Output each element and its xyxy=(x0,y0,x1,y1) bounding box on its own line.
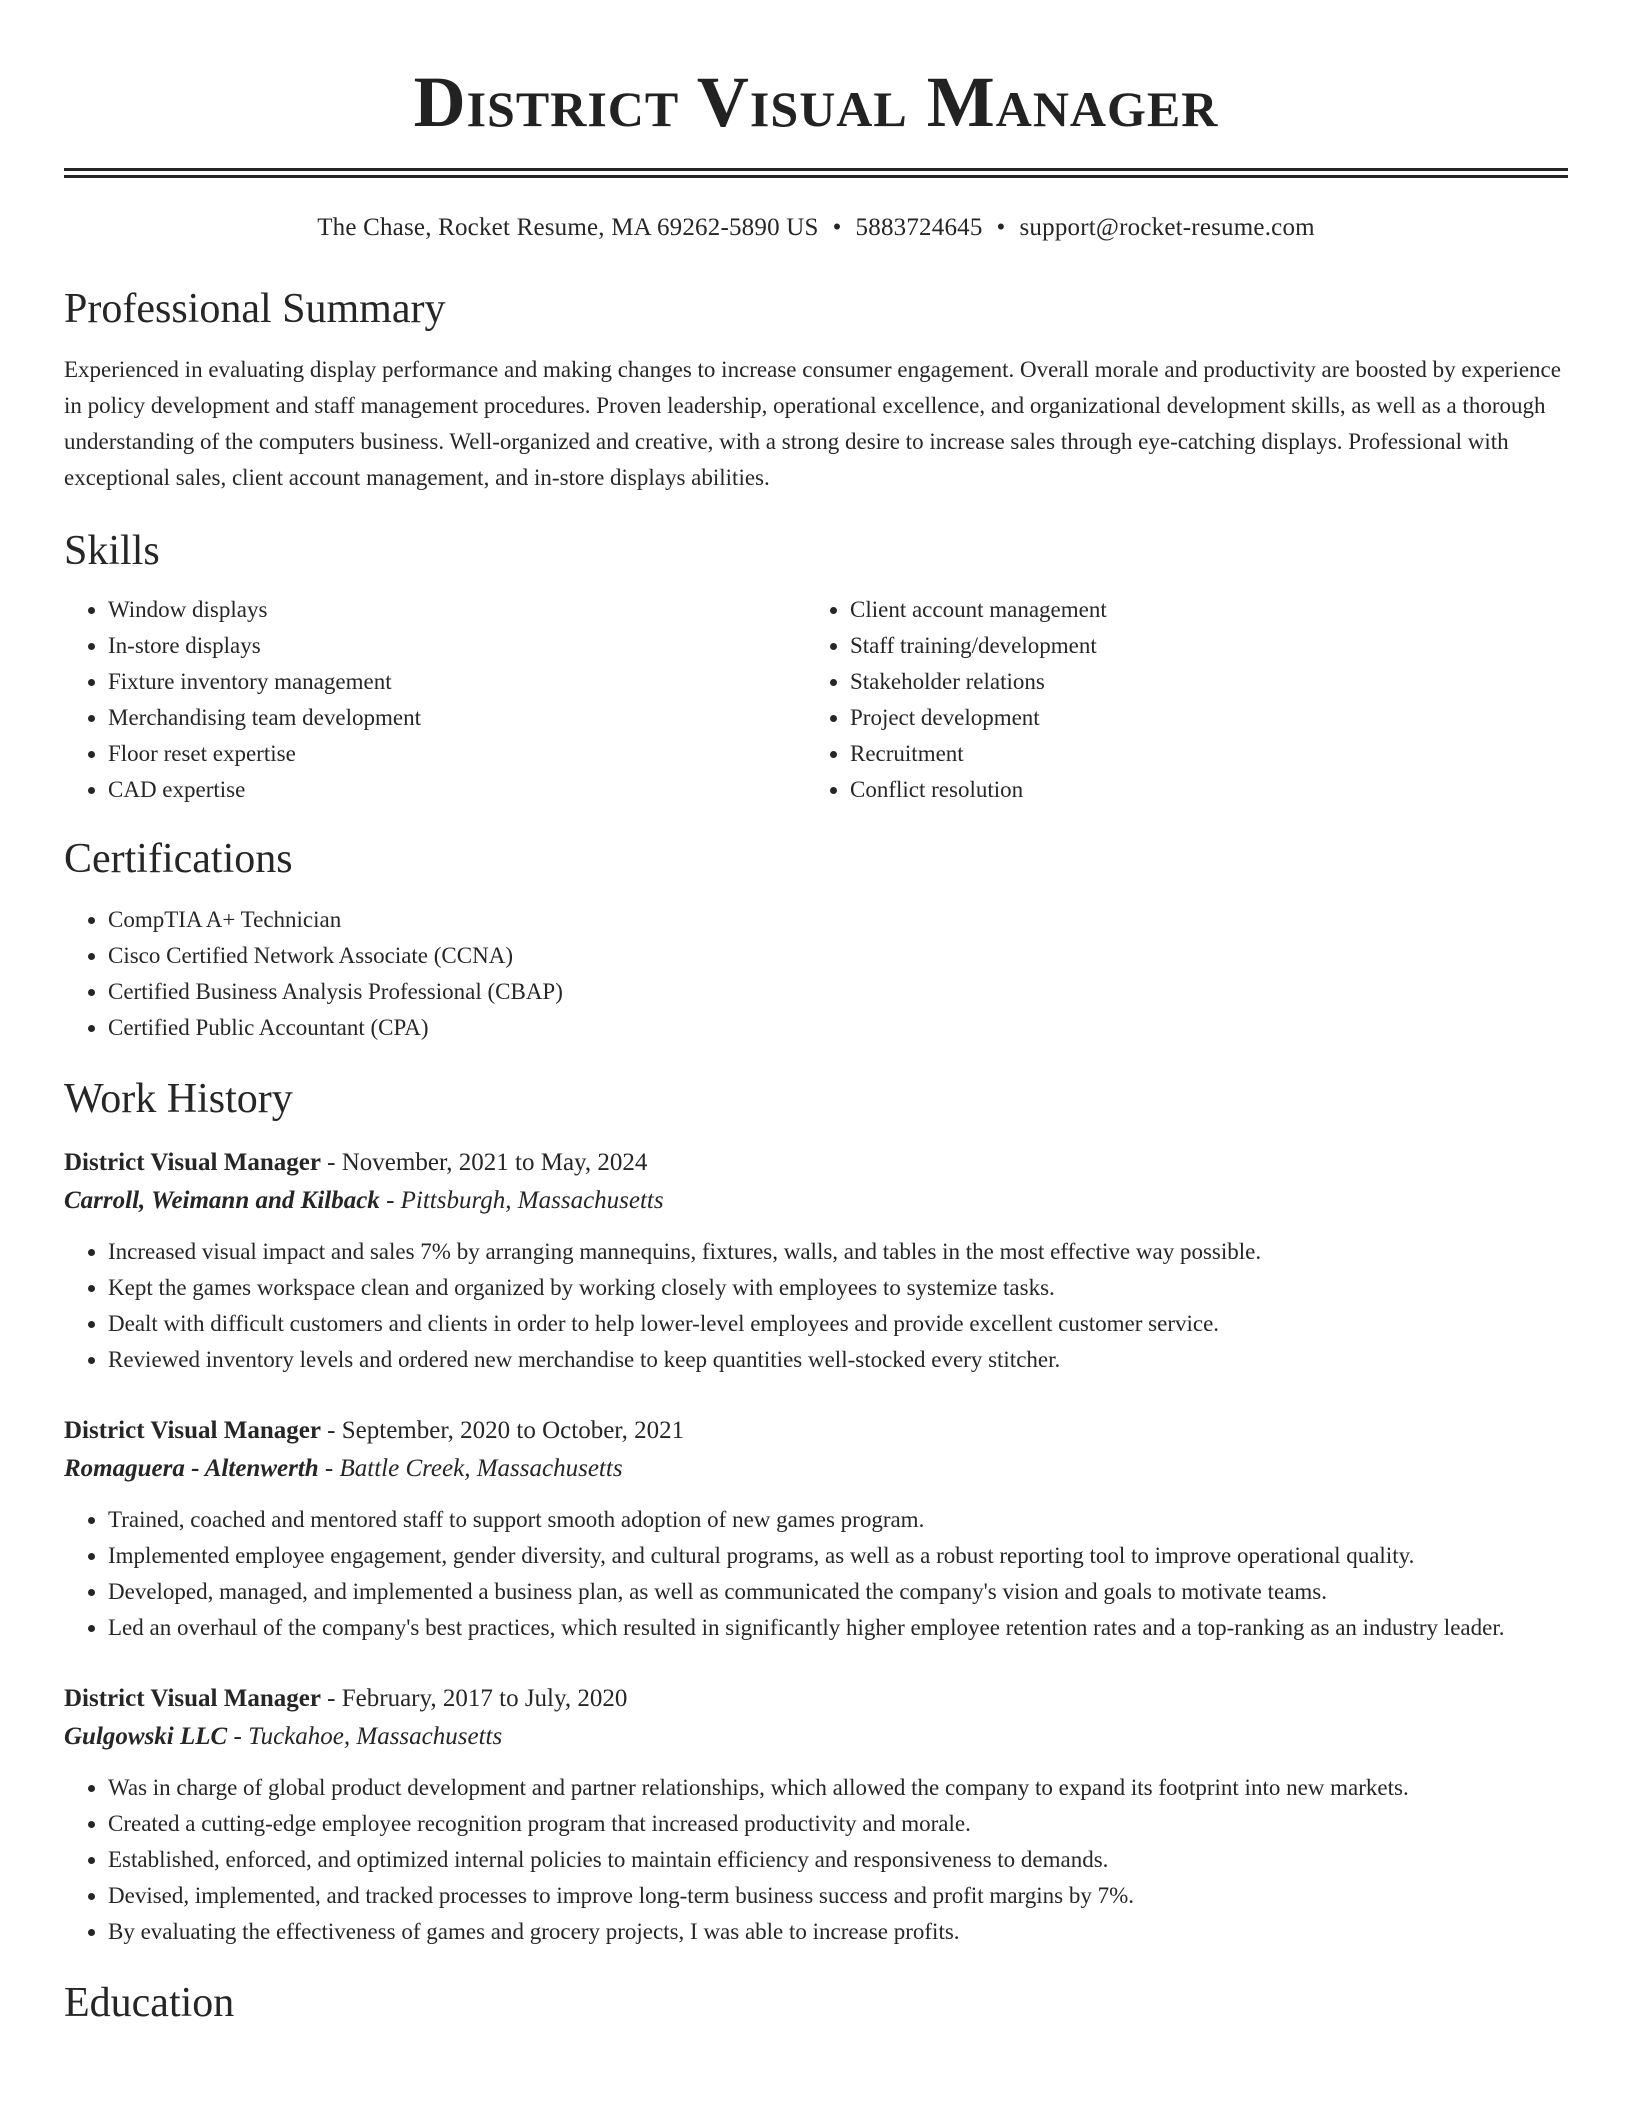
job-company: Carroll, Weimann and Kilback xyxy=(64,1187,380,1214)
job-bullet: • Increased visual impact and sales 7% by arranging mannequins, fixtures, walls, and tables in the most effective way possible. xyxy=(108,1234,1568,1270)
work-history-heading: Work History xyxy=(64,1076,293,1122)
skill-item: • Fixture inventory management xyxy=(108,664,806,700)
skill-item: • Stakeholder relations xyxy=(850,664,1548,700)
job-company-line xyxy=(64,1718,1568,1756)
certification-item: • Cisco Certified Network Associate (CCNA) xyxy=(108,938,1568,974)
skill-item: • Client account management xyxy=(850,592,1548,628)
skill-item: • Conflict resolution xyxy=(850,772,1548,808)
job-bullet: • Implemented employee engagement, gender diversity, and cultural programs, as well as a robust reporting tool to improve operational quality. xyxy=(108,1538,1568,1574)
skill-item: • CAD expertise xyxy=(108,772,806,808)
skills-list-right xyxy=(806,592,1548,808)
job-bullet: • Kept the games workspace clean and organized by working closely with employees to systemize tasks. xyxy=(108,1270,1568,1306)
job-title-line xyxy=(64,1144,1568,1182)
job-bullet: • Developed, managed, and implemented a business plan, as well as communicated the company's vision and goals to motivate teams. xyxy=(108,1574,1568,1610)
job-dates: February, 2017 to July, 2020 xyxy=(341,1685,628,1712)
resume-name: District Visual Manager xyxy=(413,62,1219,142)
skills-section xyxy=(64,526,1568,808)
skill-item: • Recruitment xyxy=(850,736,1548,772)
certifications-heading: Certifications xyxy=(64,836,293,882)
job-dash: - xyxy=(320,1417,342,1444)
job-company-line xyxy=(64,1182,1568,1220)
skills-list-left xyxy=(64,592,806,808)
job-dash: - xyxy=(379,1187,401,1214)
contact-address: The Chase, Rocket Resume, MA 69262-5890 US xyxy=(317,214,819,241)
job-bullet: • Established, enforced, and optimized internal policies to maintain efficiency and responsiveness to demands. xyxy=(108,1842,1568,1878)
job-entry xyxy=(64,1144,1568,1378)
job-location: Battle Creek, Massachusetts xyxy=(339,1455,623,1482)
skill-item: • Floor reset expertise xyxy=(108,736,806,772)
job-title-line xyxy=(64,1680,1568,1718)
contact-email[interactable]: support@rocket-resume.com xyxy=(1019,214,1315,241)
job-bullet: • Reviewed inventory levels and ordered new merchandise to keep quantities well-stocked every stitcher. xyxy=(108,1342,1568,1378)
contact-phone: 5883724645 xyxy=(855,214,983,241)
job-dash: - xyxy=(320,1149,342,1176)
certification-item: • Certified Business Analysis Professional (CBAP) xyxy=(108,974,1568,1010)
job-dash: - xyxy=(227,1723,249,1750)
job-entry xyxy=(64,1680,1568,1950)
header-double-rule xyxy=(64,168,1568,178)
skill-item: • Project development xyxy=(850,700,1548,736)
contact-line xyxy=(64,212,1568,244)
job-bullet: • Led an overhaul of the company's best practices, which resulted in significantly higher employee retention rates and a top-ranking as an industry leader. xyxy=(108,1610,1568,1646)
certifications-list xyxy=(64,902,1568,1046)
skill-item: • Merchandising team development xyxy=(108,700,806,736)
job-location: Pittsburgh, Massachusetts xyxy=(400,1187,664,1214)
job-title: District Visual Manager xyxy=(64,1685,321,1712)
job-bullet: • Was in charge of global product development and partner relationships, which allowed the company to expand its footprint into new markets. xyxy=(108,1770,1568,1806)
job-title: District Visual Manager xyxy=(64,1417,321,1444)
contact-separator: • xyxy=(832,214,842,241)
job-title: District Visual Manager xyxy=(64,1149,321,1176)
skills-heading: Skills xyxy=(64,528,160,574)
job-company: Gulgowski LLC xyxy=(64,1723,228,1750)
job-bullet: • Created a cutting-edge employee recognition program that increased productivity and morale. xyxy=(108,1806,1568,1842)
skill-item: • In-store displays xyxy=(108,628,806,664)
skills-grid xyxy=(64,592,1568,808)
job-bullets xyxy=(64,1234,1568,1378)
job-bullet: • By evaluating the effectiveness of games and grocery projects, I was able to increase profits. xyxy=(108,1914,1568,1950)
skill-item: • Window displays xyxy=(108,592,806,628)
job-entry xyxy=(64,1412,1568,1646)
job-company-line xyxy=(64,1450,1568,1488)
job-bullet: • Trained, coached and mentored staff to support smooth adoption of new games program. xyxy=(108,1502,1568,1538)
education-heading: Education xyxy=(64,1980,235,2026)
contact-separator: • xyxy=(996,214,1006,241)
education-section xyxy=(64,1978,1568,2028)
job-title-line xyxy=(64,1412,1568,1450)
summary-text: Experienced in evaluating display performance and making changes to increase consumer engagement. Overall morale and productivity are boosted by experience in policy development and staff management procedures. Proven leadership, operational excellence, and organizational development skills, as well as a thorough understanding of the computers business. Well-organized and creative, with a strong desire to increase sales through eye-catching displays. Professional with exceptional sales, client account management, and in-store displays abilities. xyxy=(64,357,1561,490)
job-dates: November, 2021 to May, 2024 xyxy=(341,1149,648,1176)
job-dates: September, 2020 to October, 2021 xyxy=(341,1417,685,1444)
summary-heading: Professional Summary xyxy=(64,286,446,332)
job-company: Romaguera - Altenwerth xyxy=(64,1455,319,1482)
job-bullet: • Dealt with difficult customers and clients in order to help lower-level employees and provide excellent customer service. xyxy=(108,1306,1568,1342)
job-bullet: • Devised, implemented, and tracked processes to improve long-term business success and profit margins by 7%. xyxy=(108,1878,1568,1914)
certification-item: • CompTIA A+ Technician xyxy=(108,902,1568,938)
job-bullets xyxy=(64,1502,1568,1646)
job-dash: - xyxy=(318,1455,340,1482)
certifications-section xyxy=(64,834,1568,1046)
skills-column-right xyxy=(806,592,1548,808)
job-location: Tuckahoe, Massachusetts xyxy=(248,1723,503,1750)
work-history-section xyxy=(64,1074,1568,1950)
certification-item: • Certified Public Accountant (CPA) xyxy=(108,1010,1568,1046)
skill-item: • Staff training/development xyxy=(850,628,1548,664)
summary-section xyxy=(64,284,1568,496)
job-dash: - xyxy=(320,1685,342,1712)
skills-column-left xyxy=(64,592,806,808)
job-bullets xyxy=(64,1770,1568,1950)
